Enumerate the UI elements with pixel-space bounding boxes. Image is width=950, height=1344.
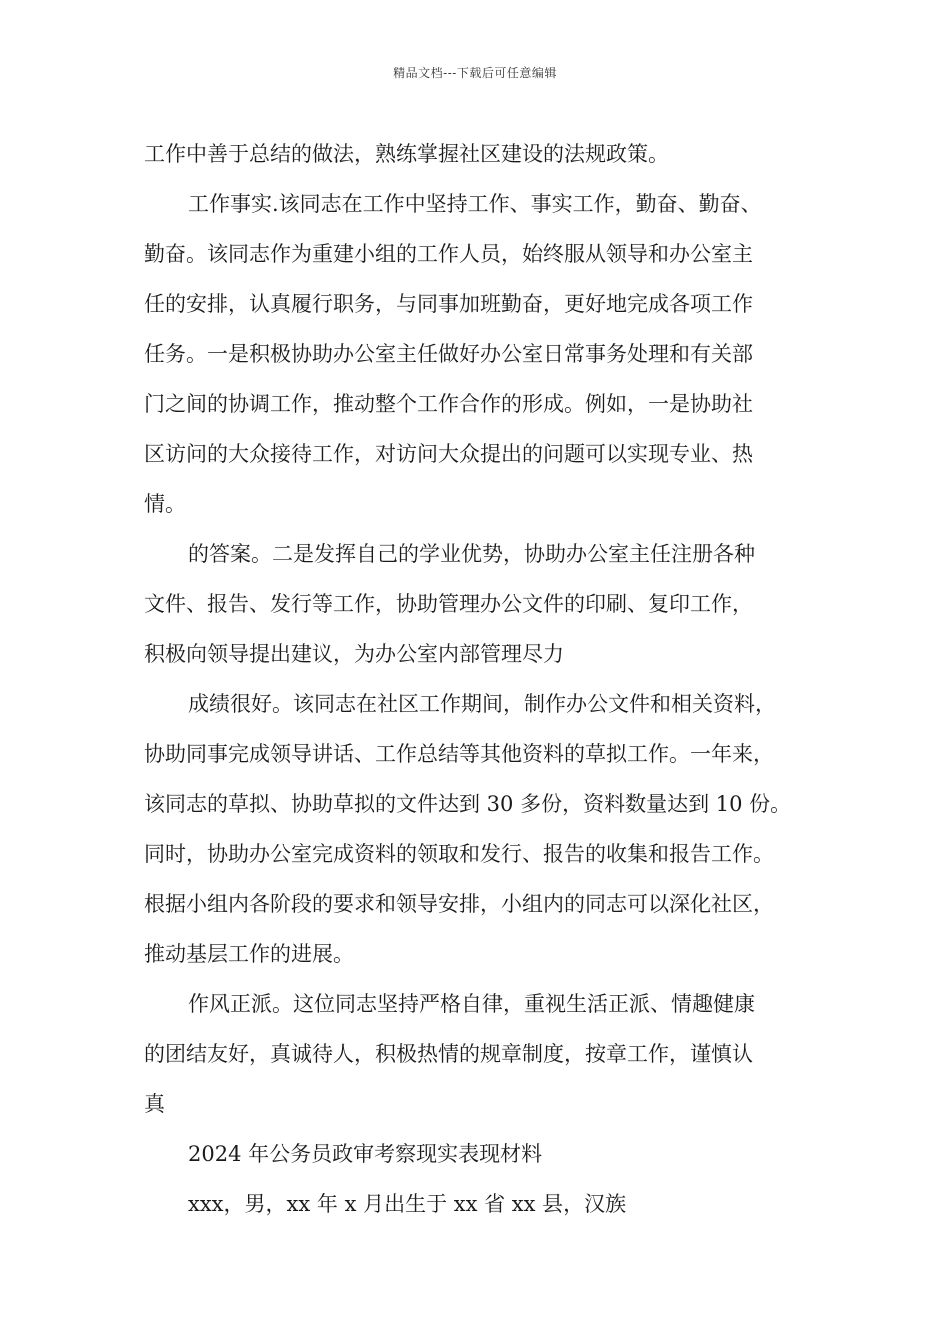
text-line: 真	[144, 1092, 165, 1116]
text-line: 的团结友好，真诚待人，积极热情的规章制度，按章工作，谨慎认	[144, 1042, 753, 1066]
text-line: 根据小组内各阶段的要求和领导安排，小组内的同志可以深化社区，	[144, 892, 774, 916]
text-line: 任务。一是积极协助办公室主任做好办公室日常事务处理和有关部	[144, 342, 753, 366]
text-line: 该同志的草拟、协助草拟的文件达到 30 多份，资料数量达到 10 份。	[144, 792, 792, 816]
text-line: 工作中善于总结的做法，熟练掌握社区建设的法规政策。	[144, 142, 669, 166]
section-title: 2024 年公务员政审考察现实表现材料	[188, 1142, 543, 1166]
text-line: 任的安排，认真履行职务，与同事加班勤奋，更好地完成各项工作	[144, 292, 753, 316]
text-line: 作风正派。这位同志坚持严格自律，重视生活正派、情趣健康	[188, 992, 755, 1016]
text-line: 情。	[144, 492, 186, 516]
text-line: 门之间的协调工作，推动整个工作合作的形成。例如，一是协助社	[144, 392, 753, 416]
text-line: 积极向领导提出建议，为办公室内部管理尽力	[144, 642, 564, 666]
text-line: 同时，协助办公室完成资料的领取和发行、报告的收集和报告工作。	[144, 842, 774, 866]
text-line: 区访问的大众接待工作，对访问大众提出的问题可以实现专业、热	[144, 442, 753, 466]
document-body	[144, 129, 824, 1229]
text-line: 工作事实.该同志在工作中坚持工作、事实工作，勤奋、勤奋、	[188, 192, 762, 216]
text-line: 的答案。二是发挥自己的学业优势，协助办公室主任注册各种	[188, 542, 755, 566]
text-line: 成绩很好。该同志在社区工作期间，制作办公文件和相关资料，	[188, 692, 776, 716]
text-line: 勤奋。该同志作为重建小组的工作人员，始终服从领导和办公室主	[144, 242, 753, 266]
text-line: 文件、报告、发行等工作，协助管理办公文件的印刷、复印工作，	[144, 592, 753, 616]
page-header: 精品文档---下载后可任意编辑	[393, 66, 557, 80]
text-line: 推动基层工作的进展。	[144, 942, 354, 966]
text-line: 协助同事完成领导讲话、工作总结等其他资料的草拟工作。一年来，	[144, 742, 774, 766]
text-line: xxx，男，xx 年 x 月出生于 xx 省 xx 县，汉族	[188, 1192, 627, 1216]
